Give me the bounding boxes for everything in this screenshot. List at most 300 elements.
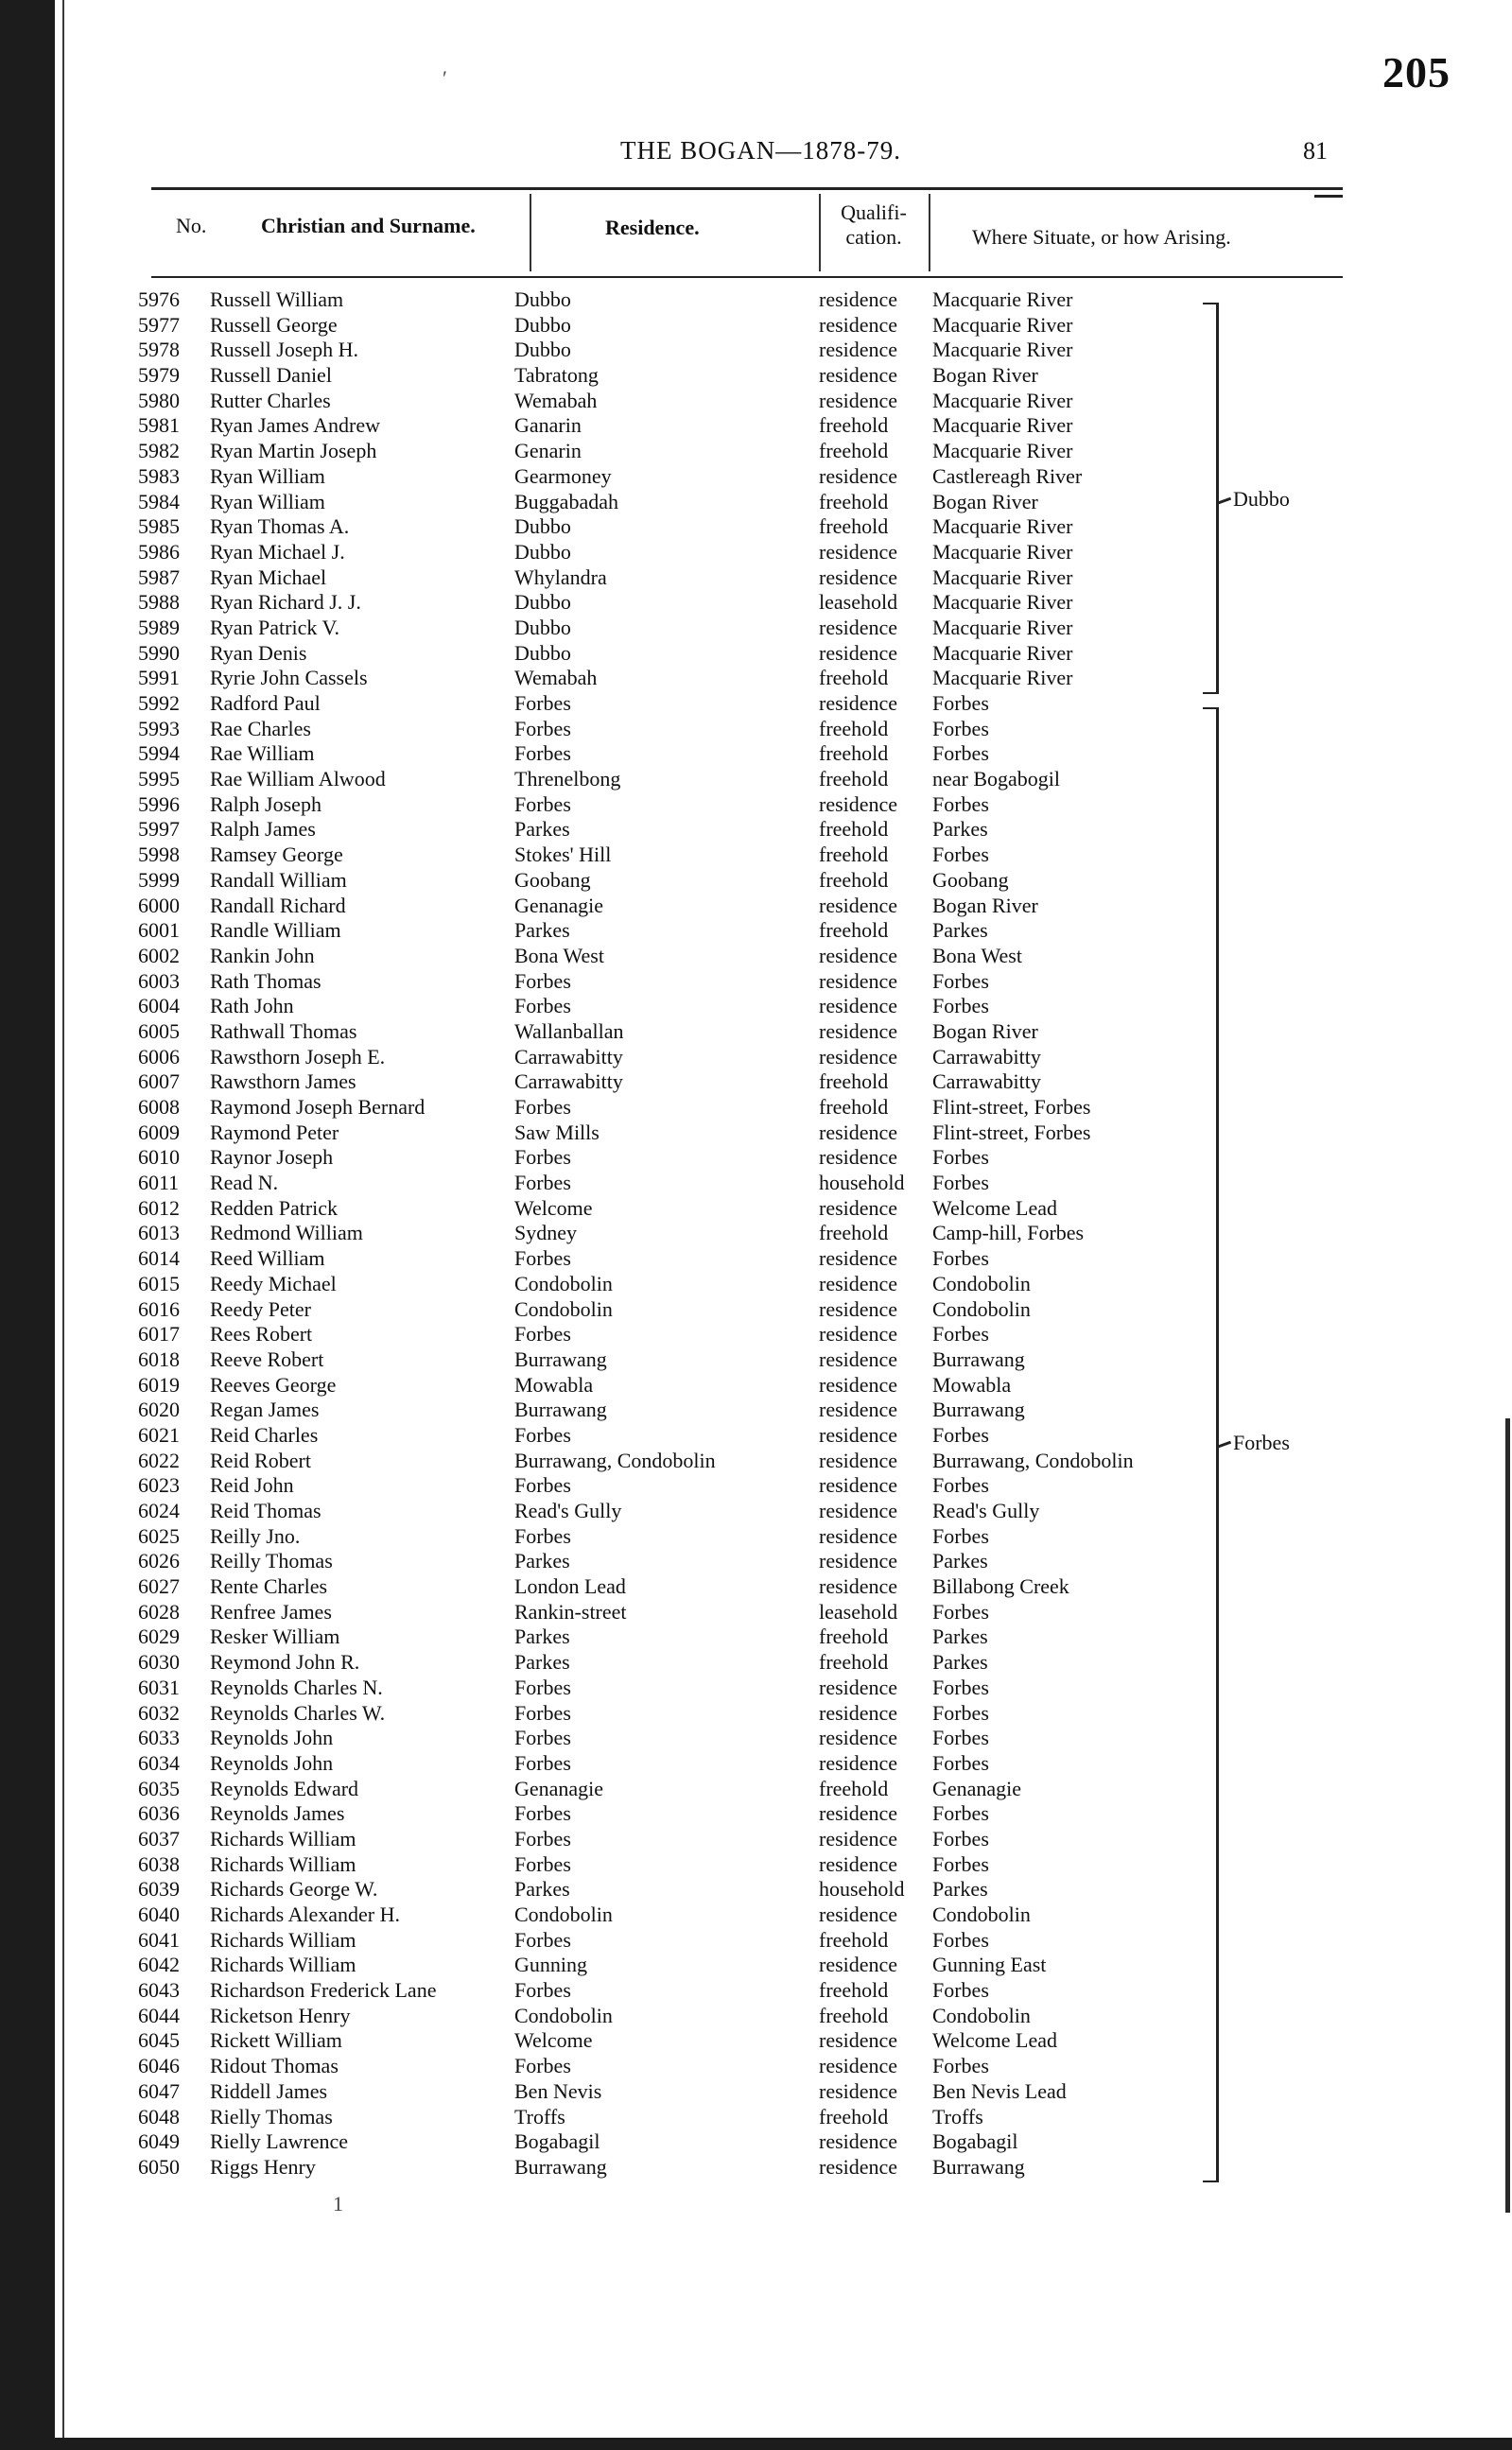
cell-no: 6036 [138,1801,180,1826]
cell-res: Dubbo [514,640,571,665]
cell-res: Gunning [514,1953,587,1977]
cell-where: Read's Gully [932,1499,1040,1522]
cell-name: Rielly Thomas [210,2104,333,2129]
cell-no: 6032 [138,1700,180,1725]
cell-where: Parkes [932,1549,988,1573]
cell-name: Ridout Thomas [210,2054,339,2078]
cell-res: Genarin [514,439,582,463]
cell-res: Forbes [514,1145,571,1170]
cell-res: Condobolin [514,1296,613,1321]
cell-qual: residence [819,1322,898,1347]
cell-no: 6007 [138,1069,180,1094]
cell-res: Forbes [514,994,571,1018]
column-header-no: No. [176,214,207,237]
cell-no: 5979 [138,363,180,388]
cell-res: Carrawabitty [514,1069,623,1094]
cell-where: Burrawang, Condobolin [932,1448,1134,1472]
cell-where: Forbes [932,716,989,740]
cell-qual: residence [819,1271,898,1295]
cell-res: Parkes [514,1549,570,1573]
cell-name: Renfree James [210,1599,332,1624]
cell-where: Condobolin [932,1271,1031,1295]
stray-mark: ′ [443,66,447,90]
cell-name: Reymond John R. [210,1650,360,1675]
cell-no: 6016 [138,1296,180,1321]
table-row [0,2028,1512,2054]
table-row [0,1045,1512,1070]
cell-where: Macquarie River [932,615,1073,639]
cell-no: 6039 [138,1877,180,1902]
cell-no: 6015 [138,1271,180,1295]
cell-qual: residence [819,312,898,337]
cell-name: Rees Robert [210,1322,313,1347]
cell-res: Stokes' Hill [514,843,612,867]
cell-res: Genanagie [514,1776,604,1800]
cell-where: Troffs [932,2104,983,2129]
table-row [0,641,1512,667]
cell-name: Raymond Joseph Bernard [210,1095,426,1119]
cell-res: Forbes [514,1801,571,1826]
cell-name: Ryan Michael [210,565,327,589]
cell-no: 6035 [138,1776,180,1800]
table-row [0,1676,1512,1701]
cell-res: Condobolin [514,1271,613,1295]
cell-no: 5995 [138,767,180,791]
cell-res: Forbes [514,1322,571,1347]
cell-name: Read N. [210,1171,279,1195]
cell-name: Rankin John [210,943,315,967]
cell-name: Randle William [210,918,341,943]
table-row [0,1019,1512,1045]
table-row [0,969,1512,995]
cell-where: Macquarie River [932,312,1073,337]
cell-name: Riggs Henry [210,2154,316,2179]
group-label-dubbo: Dubbo [1233,487,1290,511]
cell-where: Forbes [932,1473,989,1498]
cell-where: Bogan River [932,363,1038,388]
cell-res: Dubbo [514,338,571,362]
table-row [0,389,1512,414]
cell-res: Rankin-street [514,1599,627,1624]
cell-qual: residence [819,968,898,993]
table-row [0,413,1512,439]
cell-where: Condobolin [932,1296,1031,1321]
cell-res: Forbes [514,1246,571,1271]
cell-qual: residence [819,1473,898,1498]
cell-no: 6023 [138,1473,180,1498]
table-row [0,313,1512,339]
cell-qual: freehold [819,1927,889,1952]
cell-qual: freehold [819,413,889,438]
cell-no: 6021 [138,1422,180,1447]
cell-where: Bogabagil [932,2129,1018,2154]
cell-where: Forbes [932,1145,989,1170]
cell-where: Condobolin [932,2003,1031,2027]
cell-qual: residence [819,1448,898,1472]
cell-res: Forbes [514,1826,571,1851]
cell-no: 5983 [138,463,180,488]
cell-no: 6001 [138,918,180,943]
cell-name: Ryan Michael J. [210,539,345,564]
cell-qual: residence [819,1851,898,1876]
cell-qual: residence [819,1296,898,1321]
table-row [0,1852,1512,1878]
cell-name: Rae William [210,741,315,766]
cell-res: Welcome [514,2028,593,2053]
cell-name: Rawsthorn Joseph E. [210,1044,386,1069]
cell-name: Russell Joseph H. [210,338,359,362]
cell-qual: freehold [819,817,889,842]
cell-where: Parkes [932,1625,988,1649]
table-row [0,616,1512,641]
cell-qual: freehold [819,918,889,943]
table-row [0,767,1512,792]
cell-name: Rathwall Thomas [210,1018,357,1043]
cell-name: Raymond Peter [210,1120,339,1144]
cell-no: 6006 [138,1044,180,1069]
cell-qual: freehold [819,489,889,513]
cell-qual: freehold [819,1095,889,1119]
cell-no: 5981 [138,413,180,438]
cell-name: Reeve Robert [210,1347,324,1371]
table-row [0,338,1512,363]
cell-name: Randall Richard [210,893,346,917]
table-row [0,1726,1512,1751]
cell-qual: residence [819,1422,898,1447]
cell-no: 5996 [138,791,180,816]
cell-where: Parkes [932,1650,988,1675]
cell-where: Macquarie River [932,287,1073,311]
cell-res: Ganarin [514,413,582,438]
cell-qual: freehold [819,767,889,791]
cell-res: Condobolin [514,2003,613,2027]
cell-qual: freehold [819,867,889,892]
cell-name: Reed William [210,1246,325,1271]
cell-name: Richardson Frederick Lane [210,1978,437,2003]
cell-where: Macquarie River [932,338,1073,362]
table-row [0,540,1512,565]
cell-where: Forbes [932,1599,989,1624]
table-row [0,1398,1512,1423]
cell-where: Burrawang [932,1398,1025,1422]
cell-res: Burrawang, Condobolin [514,1448,716,1472]
header-dash [1314,195,1343,198]
cell-qual: residence [819,791,898,816]
cell-no: 5984 [138,489,180,513]
table-row [0,1751,1512,1777]
cell-name: Russell Daniel [210,363,332,388]
cell-qual: freehold [819,2003,889,2027]
cell-where: Forbes [932,843,989,867]
table-row [0,439,1512,464]
cell-name: Rae Charles [210,716,311,740]
cell-res: Dubbo [514,539,571,564]
cell-name: Ryan Patrick V. [210,615,340,639]
table-row [0,1069,1512,1095]
cell-res: Dubbo [514,514,571,539]
cell-no: 6045 [138,2028,180,2053]
cell-where: Macquarie River [932,439,1073,463]
cell-name: Russell George [210,312,338,337]
cell-res: Dubbo [514,590,571,615]
cell-name: Reid Robert [210,1448,311,1472]
cell-no: 6034 [138,1750,180,1775]
cell-no: 6004 [138,994,180,1018]
cell-name: Richards William [210,1953,356,1977]
table-row [0,1801,1512,1827]
cell-res: Goobang [514,867,591,892]
table-row [0,1701,1512,1727]
cell-qual: freehold [819,1069,889,1094]
cell-res: Welcome [514,1195,593,1220]
table-row [0,868,1512,894]
cell-name: Reedy Peter [210,1296,311,1321]
table-row [0,514,1512,540]
cell-where: Camp-hill, Forbes [932,1221,1085,1245]
cell-res: Forbes [514,1726,571,1750]
cell-where: Forbes [932,691,989,715]
cell-qual: residence [819,539,898,564]
cell-where: Forbes [932,1826,989,1851]
cell-res: Wemabah [514,388,598,412]
cell-name: Richards William [210,1927,356,1952]
cell-qual: freehold [819,439,889,463]
cell-where: Macquarie River [932,590,1073,615]
cell-no: 6037 [138,1826,180,1851]
cell-no: 5989 [138,615,180,639]
cell-no: 5986 [138,539,180,564]
cell-res: Whylandra [514,565,607,589]
column-header-residence: Residence. [605,216,700,239]
cell-qual: residence [819,1372,898,1397]
cell-qual: residence [819,1801,898,1826]
table-row [0,2004,1512,2029]
cell-qual: residence [819,1953,898,1977]
cell-name: Richards William [210,1826,356,1851]
cell-res: Burrawang [514,1347,607,1371]
cell-no: 5991 [138,666,180,690]
table-row [0,994,1512,1019]
table-row [0,1978,1512,2004]
cell-no: 6044 [138,2003,180,2027]
cell-qual: residence [819,1120,898,1144]
cell-where: Forbes [932,1851,989,1876]
table-row [0,691,1512,717]
cell-qual: freehold [819,1776,889,1800]
cell-where: Forbes [932,1422,989,1447]
cell-no: 6043 [138,1978,180,2003]
cell-qual: leasehold [819,590,898,615]
cell-res: Forbes [514,2054,571,2078]
cell-qual: residence [819,893,898,917]
column-header-where: Where Situate, or how Arising. [972,225,1231,249]
table-row [0,817,1512,843]
cell-where: Bona West [932,943,1022,967]
cell-res: Forbes [514,1851,571,1876]
cell-where: Carrawabitty [932,1069,1041,1094]
cell-where: Forbes [932,994,989,1018]
cell-no: 5985 [138,514,180,539]
cell-where: near Bogabogil [932,767,1061,791]
table-row [0,287,1512,313]
cell-name: Radford Paul [210,691,321,715]
cell-name: Rickett William [210,2028,342,2053]
cell-name: Randall William [210,867,347,892]
cell-qual: residence [819,1903,898,1926]
cell-where: Macquarie River [932,539,1073,564]
cell-no: 6048 [138,2104,180,2129]
cell-qual: residence [819,1750,898,1775]
cell-no: 5987 [138,565,180,589]
cell-no: 5990 [138,640,180,665]
cell-res: Forbes [514,1171,571,1195]
cell-res: London Lead [514,1574,626,1599]
cell-where: Forbes [932,1801,989,1826]
page-number: 205 [1382,48,1451,96]
cell-where: Forbes [932,968,989,993]
cell-res: Forbes [514,1927,571,1952]
cell-no: 6038 [138,1851,180,1876]
cell-no: 5998 [138,843,180,867]
cell-where: Ben Nevis Lead [932,2078,1067,2103]
cell-qual: residence [819,1195,898,1220]
cell-qual: residence [819,943,898,967]
cell-name: Regan James [210,1398,320,1422]
table-row [0,1322,1512,1347]
cell-where: Flint-street, Forbes [932,1120,1091,1144]
cell-no: 5978 [138,338,180,362]
cell-where: Macquarie River [932,640,1073,665]
cell-qual: residence [819,1549,898,1573]
cell-no: 6025 [138,1523,180,1548]
cell-no: 6010 [138,1145,180,1170]
cell-res: Dubbo [514,615,571,639]
cell-res: Parkes [514,1650,570,1675]
cell-name: Rath Thomas [210,968,322,993]
cell-qual: residence [819,2154,898,2179]
cell-qual: household [819,1171,905,1195]
table-row [0,944,1512,969]
cell-no: 5977 [138,312,180,337]
cell-res: Sydney [514,1221,577,1245]
cell-res: Condobolin [514,1903,613,1926]
cell-qual: residence [819,1018,898,1043]
column-header-qualification: Qualifi- cation. [841,200,907,249]
table-row [0,741,1512,767]
cell-qual: residence [819,1347,898,1371]
cell-no: 6046 [138,2054,180,2078]
cell-where: Forbes [932,1978,989,2003]
table-row [0,843,1512,868]
cell-no: 6026 [138,1549,180,1573]
cell-qual: residence [819,1574,898,1599]
cell-no: 5980 [138,388,180,412]
cell-qual: freehold [819,843,889,867]
cell-name: Riddell James [210,2078,328,2103]
table-row [0,1827,1512,1852]
table-row [0,363,1512,389]
cell-no: 6049 [138,2129,180,2154]
cell-res: Dubbo [514,312,571,337]
cell-res: Mowabla [514,1372,594,1397]
table-row [0,666,1512,691]
table-row [0,1145,1512,1171]
cell-no: 6041 [138,1927,180,1952]
cell-no: 6029 [138,1625,180,1649]
group-brace-dubbo [1203,303,1219,694]
cell-res: Wallanballan [514,1018,624,1043]
cell-qual: residence [819,2078,898,2103]
cell-name: Ramsey George [210,843,343,867]
cell-qual: freehold [819,716,889,740]
cell-qual: residence [819,640,898,665]
cell-where: Castlereagh River [932,463,1083,488]
cell-no: 6019 [138,1372,180,1397]
cell-res: Parkes [514,1877,570,1902]
table-row [0,2079,1512,2105]
cell-qual: residence [819,2054,898,2078]
cell-where: Condobolin [932,1903,1031,1926]
cell-name: Rawsthorn James [210,1069,356,1094]
table-row [0,1473,1512,1499]
cell-qual: residence [819,615,898,639]
table-row [0,792,1512,818]
cell-where: Forbes [932,1675,989,1699]
table-row [0,1095,1512,1121]
cell-name: Rielly Lawrence [210,2129,348,2154]
cell-no: 5997 [138,817,180,842]
cell-res: Forbes [514,1523,571,1548]
cell-no: 6031 [138,1675,180,1699]
cell-no: 6033 [138,1726,180,1750]
cell-no: 5982 [138,439,180,463]
cell-no: 6014 [138,1246,180,1271]
cell-res: Tabratong [514,363,599,388]
cell-name: Richards Alexander H. [210,1903,400,1926]
cell-res: Dubbo [514,287,571,311]
cell-name: Reynolds Edward [210,1776,359,1800]
cell-name: Reynolds Charles W. [210,1700,386,1725]
cell-where: Goobang [932,867,1009,892]
cell-where: Bogan River [932,489,1038,513]
cell-where: Billabong Creek [932,1574,1069,1599]
cell-res: Forbes [514,691,571,715]
cell-where: Mowabla [932,1372,1012,1397]
table-row [0,1524,1512,1550]
cell-no: 6040 [138,1903,180,1926]
cell-name: Reynolds John [210,1750,334,1775]
table-row [0,1171,1512,1196]
cell-res: Forbes [514,968,571,993]
cell-where: Welcome Lead [932,2028,1057,2053]
table-row [0,1297,1512,1323]
cell-res: Burrawang [514,2154,607,2179]
table-row [0,1953,1512,1978]
cell-qual: residence [819,1726,898,1750]
cell-name: Ryan William [210,463,325,488]
running-title: THE BOGAN—1878-79. [620,136,901,165]
cell-name: Ryan Martin Joseph [210,439,377,463]
cell-name: Rath John [210,994,294,1018]
cell-name: Ryan William [210,489,325,513]
table-row [0,1373,1512,1399]
cell-res: Threnelbong [514,767,621,791]
cell-qual: residence [819,1145,898,1170]
cell-where: Forbes [932,1171,989,1195]
cell-name: Reynolds Charles N. [210,1675,383,1699]
cell-name: Reynolds James [210,1801,345,1826]
cell-no: 5994 [138,741,180,766]
